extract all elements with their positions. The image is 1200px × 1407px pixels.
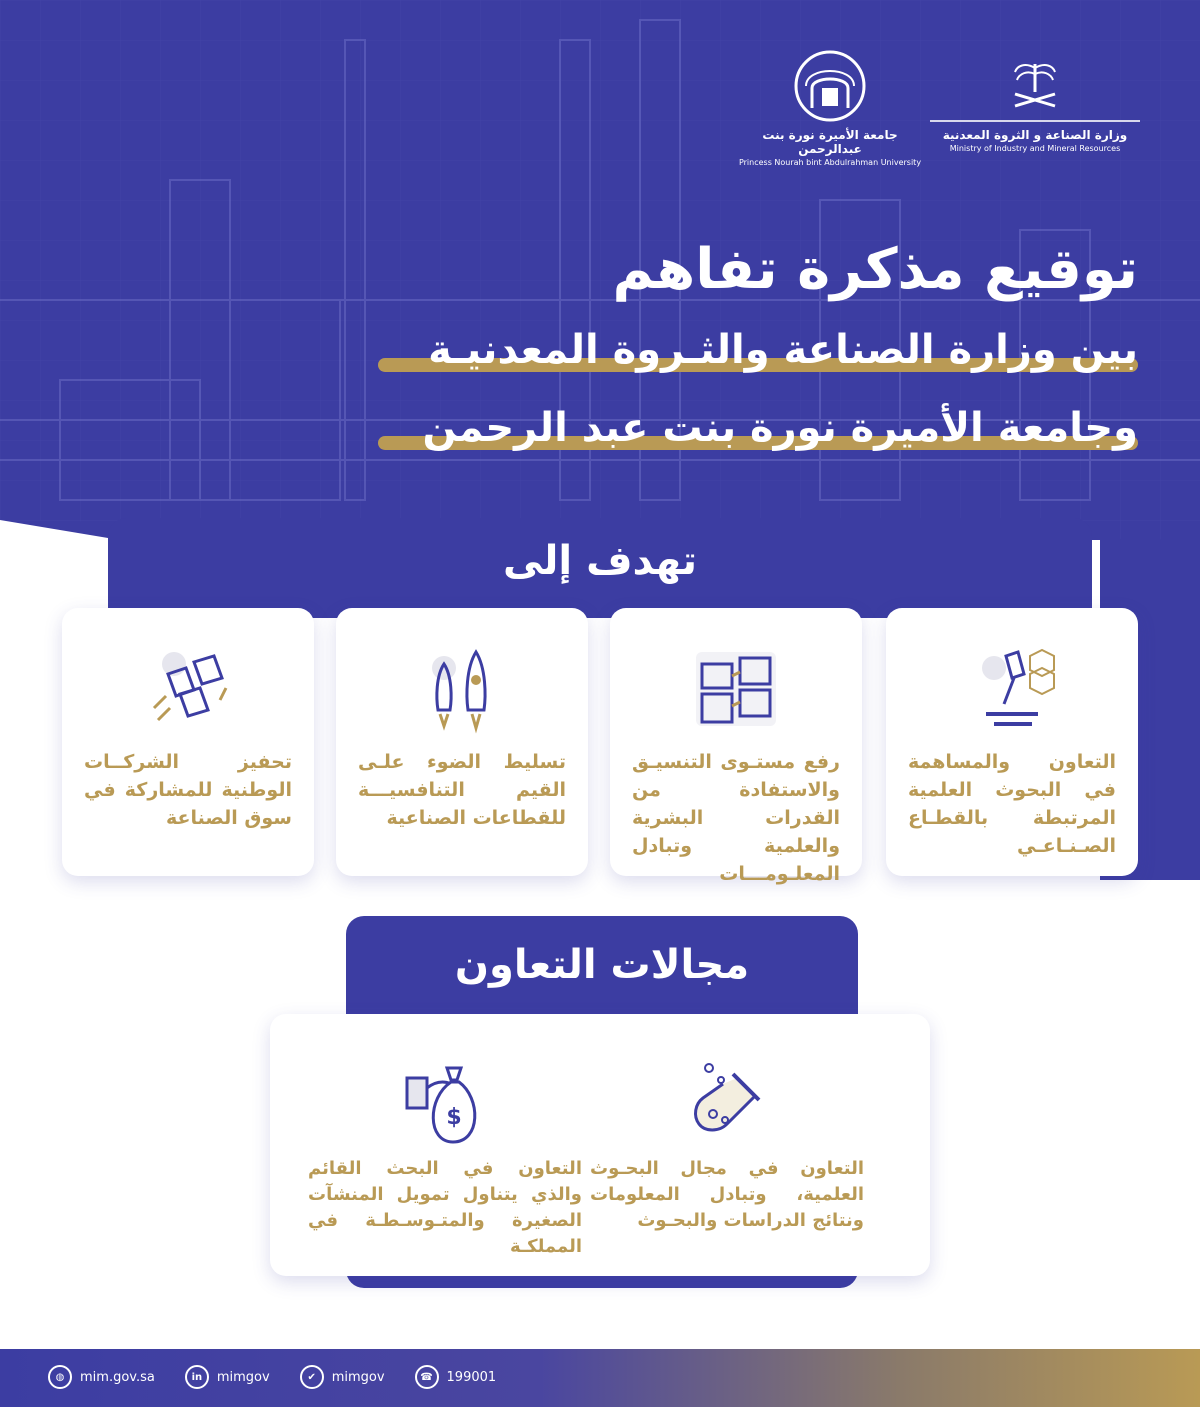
- page-title: توقيع مذكرة تفاهم: [612, 237, 1138, 302]
- goal-text: تسليط الضوء علـى القيم التنافسيـــة للقطاعات الصناعية: [358, 751, 566, 829]
- globe-icon: ◍: [48, 1365, 72, 1389]
- linkedin-text: mimgov: [216, 1369, 270, 1385]
- footer: [0, 1349, 1200, 1407]
- goal-card: [610, 608, 862, 885]
- university-name-ar: جامعة الأميرة نورة بنت عبدالرحمن: [762, 128, 898, 156]
- subtitle-line-2: [378, 400, 1138, 456]
- twitter-icon: ✔: [300, 1365, 324, 1389]
- goal-text: التعاون والمساهمة في البحوث العلمية المرتبطة بالقطـاع الصـنـاعـي: [908, 751, 1116, 857]
- palm-swords-icon: [1005, 58, 1065, 114]
- twitter-text: mimgov: [331, 1369, 385, 1385]
- university-name-en: Princess Nourah bint Abdulrahman University: [738, 158, 922, 167]
- cooperation-banner: [346, 916, 858, 1026]
- cooperation-item: [300, 1014, 590, 1276]
- money-bag-icon: [300, 1058, 590, 1154]
- goal-card: [336, 608, 588, 876]
- microscope-icon: [886, 644, 1138, 734]
- goals-banner: [108, 518, 1092, 618]
- subtitle-line-1: [378, 322, 1138, 378]
- cooperation-text: التعاون في مجال البحـوث العلمية، وتبادل المعلومات ونتائج الدراسات والبحـوث: [590, 1158, 864, 1231]
- website-text: mim.gov.sa: [80, 1369, 155, 1385]
- phone-icon: ☎: [415, 1365, 439, 1389]
- goals-heading: تهدف إلى: [502, 538, 698, 584]
- goal-card: [62, 608, 314, 876]
- phone-text: 199001: [446, 1369, 497, 1385]
- footer-contacts: [48, 1365, 496, 1389]
- cooperation-item: [582, 1014, 872, 1276]
- footer-phone[interactable]: [415, 1365, 497, 1389]
- header-logos: [720, 48, 1140, 178]
- goal-card: [886, 608, 1138, 876]
- cooperation-card: [270, 1014, 930, 1276]
- ministry-logo: [930, 58, 1140, 168]
- rockets-icon: [336, 644, 588, 734]
- footer-twitter[interactable]: [300, 1365, 385, 1389]
- ministry-name-en: Ministry of Industry and Mineral Resources: [949, 144, 1121, 153]
- subtitle-text-2: وجامعة الأميرة نورة بنت عبد الرحمن: [422, 405, 1138, 451]
- footer-website[interactable]: [48, 1365, 155, 1389]
- collaboration-hands-icon: [610, 644, 862, 734]
- footer-linkedin[interactable]: [185, 1365, 270, 1389]
- pnu-emblem-icon: [792, 48, 868, 124]
- university-logo: [730, 48, 930, 168]
- ministry-name-ar: وزارة الصناعة و الثروة المعدنية: [942, 128, 1128, 142]
- svg-text:$: $: [446, 1105, 462, 1130]
- goal-text: رفع مستـوى التنسيـق والاستفادة من القدرات البشرية والعلمية وتبادل المعلـومـــات: [632, 751, 840, 885]
- linkedin-icon: in: [185, 1365, 209, 1389]
- goal-text: تحفيز الشركــات الوطنية للمشاركة في سوق الصناعة: [84, 751, 292, 829]
- cooperation-heading: مجالات التعاون: [454, 942, 750, 988]
- subtitle-text-1: بين وزارة الصناعة والثـروة المعدنيـة: [428, 327, 1138, 373]
- cooperation-text: التعاون في البحث القائم والذي يتناول تمويل المنشآت الصغيرة والمتـوسـطـة في المملكـة: [308, 1158, 582, 1257]
- fists-icon: [62, 644, 314, 734]
- flask-icon: [582, 1058, 872, 1154]
